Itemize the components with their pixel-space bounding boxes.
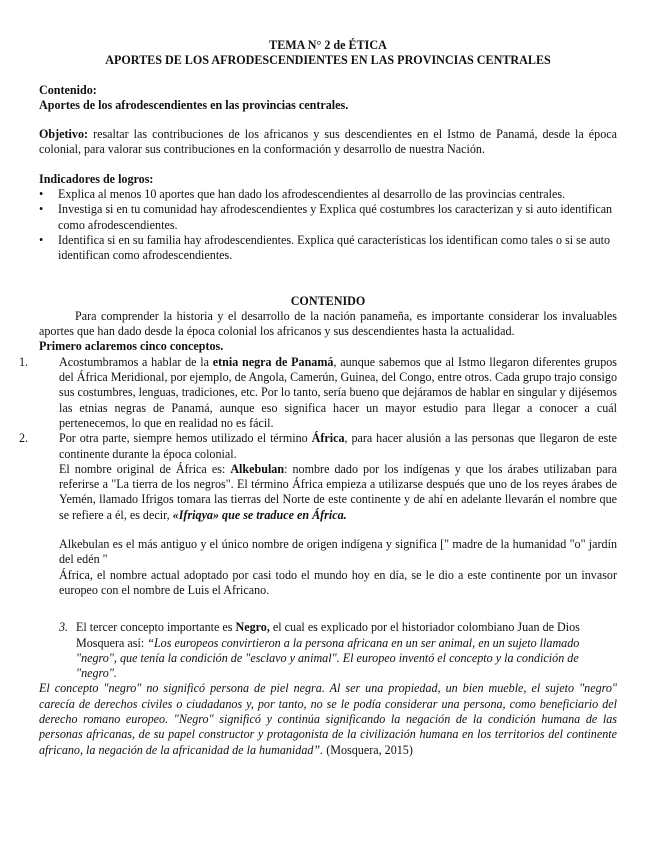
concepts-list <box>19 355 617 598</box>
objetivo-text: resaltar las contribuciones de los africanos y sus descendientes en el Istmo de Panamá, desde la época colonial, para valorar sus contribuciones en la conformación y desarrollo de nuestra Nación. <box>39 127 617 157</box>
concept-item-2 <box>19 431 617 598</box>
indicadores-label: Indicadores de logros: <box>39 171 154 186</box>
concept-text: , aunque sabemos que al Istmo llegaron diferentes grupos del África Meridional, por ejemplo, de Angola, Camerún, Guinea, del Congo, entre otros. Cada grupo trajo consigo sus costumbres, lenguas, tradiciones, etc. Por lo tanto, sería bueno que dejáramos de hablar en singular y dijésemos las etnias negras de Panamá, aunque eso significa hacer un mayor estudio para llegar a conocer a cuál pertenecemos, lo que en realidad no es fácil. <box>59 354 618 430</box>
document-title-line-1: TEMA N° 2 de ÉTICA <box>269 38 387 52</box>
concept-text: Acostumbramos a hablar de la <box>59 354 213 369</box>
item-number: 3. <box>59 620 69 635</box>
document-page <box>19 38 618 758</box>
citation: (Mosquera, 2015) <box>323 742 413 757</box>
final-quote-paragraph <box>39 681 617 757</box>
concept-term: África <box>311 431 345 446</box>
contenido-text: Aportes de los afrodescendientes en las provincias centrales. <box>39 97 349 112</box>
concept-text: el cual es explicado por el historiador colombiano Juan de Dios Mosquera así: <box>76 620 580 650</box>
concept-text: , para hacer alusión a las personas que llegaron de este continente durante la época colonial. <box>59 431 617 461</box>
intro-paragraph: Para comprender la historia y el desarrollo de la nación panameña, es importante considerar los invaluables aportes que han dado desde la época colonial los africanos y sus descendientes hasta la actualidad. <box>39 308 617 339</box>
concept-item-3 <box>39 620 617 681</box>
concept-text: El tercer concepto importante es <box>76 620 236 635</box>
mosquera-quote: “Los europeos convirtieron a la persona africana en un ser animal, en un sujeto llamado "negro", que tenía la condición de "esclavo y animal". El europeo inventó el concepto y la condición de "negro". <box>76 635 580 681</box>
concept-text: Por otra parte, siempre hemos utilizado el término <box>59 431 312 446</box>
contenido-label: Contenido: <box>39 82 97 97</box>
concepts-heading: Primero aclaremos cinco conceptos. <box>39 339 224 354</box>
final-quote: El concepto "negro" no significó persona de piel negra. Al ser una propiedad, un bien mueble, el sujeto "negro" carecía de derechos civiles o ciudadanos y, por tanto, no se le podía considerar una persona, como beneficiario del derecho romano europeo. "Negro" significó y continúa significando la negación de la condición humana de las personas africanas, de su papel constructor y protagonista de la civilización humana en los territorios del continente africano, la negación de la africanidad de la humanidad”. <box>39 681 617 757</box>
alkebulan-paragraph: Alkebulan es el más antiguo y el único nombre de origen indígena y significa [" madre de la humanidad "o" jardín del edén " <box>59 537 617 567</box>
list-item: • Investiga si en tu comunidad hay afrodescendientes y Explica qué costumbres los caracterizan y si auto identifican como afrodescendientes. <box>39 202 617 233</box>
concept-text: : nombre dado por los indígenas y que los árabes utilizaban para referirse a "La tierra de los negros". El término África empieza a utilizarse después que uno de los reyes árabes de Yemén, llamado Ifrigos tomara las tierras del Norte de este continente y de ahí en adelante llevarán el nombre que se refiere a él, es decir, <box>59 461 617 522</box>
section-heading: CONTENIDO <box>290 293 366 308</box>
africa-paragraph: África, el nombre actual adoptado por casi todo el mundo hoy en día, se le dio a este continente por un invasor europeo con el nombre de Luis el Africano. <box>59 567 617 597</box>
item-number: 2. <box>19 431 29 446</box>
objetivo-label: Objetivo: <box>39 127 89 142</box>
concept-term: Negro, <box>235 620 270 635</box>
concept-term: Alkebulan <box>230 461 285 476</box>
list-item: • Explica al menos 10 aportes que han dado los afrodescendientes al desarrollo de las provincias centrales. <box>39 187 617 202</box>
item-number: 1. <box>19 354 29 369</box>
alkebulan-origin-paragraph <box>59 462 617 523</box>
objetivo-paragraph <box>39 127 617 158</box>
document-title-line-2: APORTES DE LOS AFRODESCENDIENTES EN LAS PROVINCIAS CENTRALES <box>105 53 551 68</box>
list-item: • Identifica si en su familia hay afrodescendientes. Explica qué características los identifican como tales o si se auto identifican como afrodescendientes. <box>39 233 617 264</box>
concept-item-1 <box>19 354 618 431</box>
concept-text: El nombre original de África es: <box>59 461 231 476</box>
concept-emphasis: «Ifriqya» que se traduce en África. <box>172 507 347 522</box>
concept-term: etnia negra de Panamá <box>212 354 334 369</box>
indicadores-list <box>39 187 617 263</box>
